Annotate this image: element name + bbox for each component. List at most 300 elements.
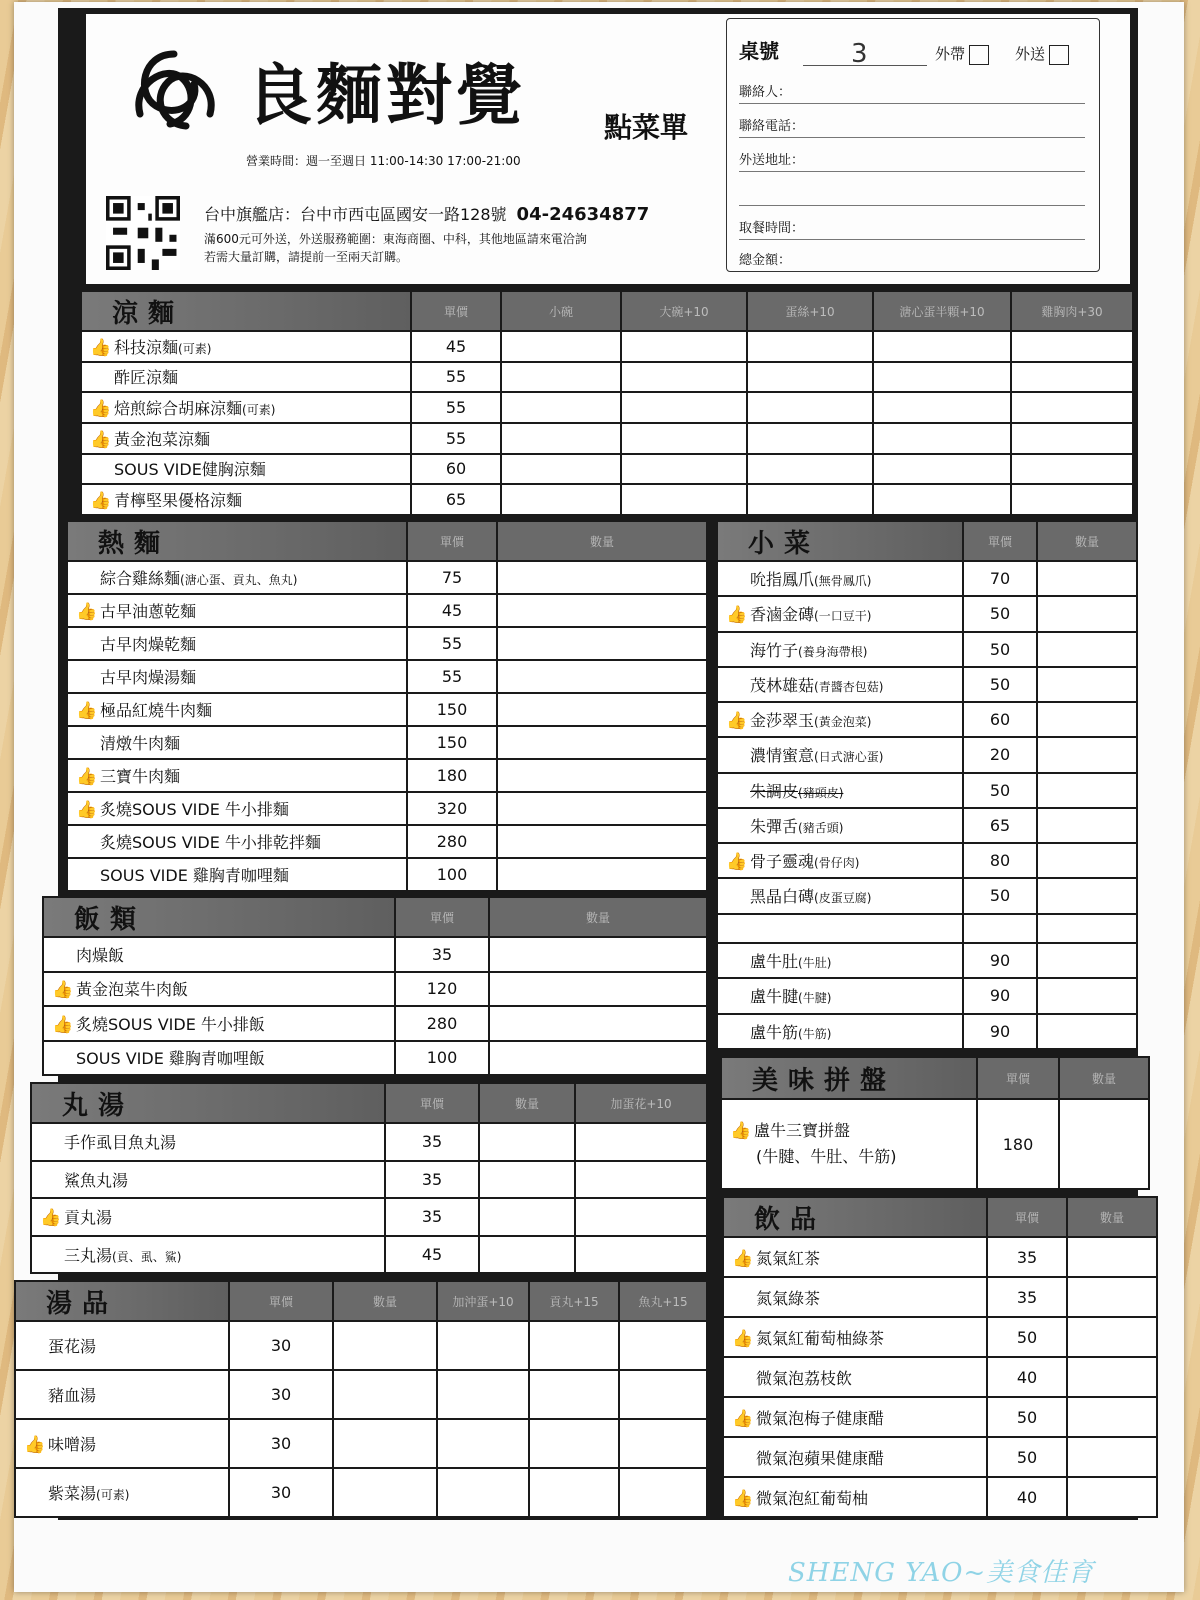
quantity-input-cell[interactable]	[1011, 362, 1133, 393]
soup-col-header: 魚丸+15	[619, 1281, 707, 1321]
thumbs-up-icon: 👍	[730, 1121, 752, 1141]
quantity-input-cell[interactable]	[479, 1236, 575, 1274]
quantity-input-cell[interactable]	[1067, 1237, 1157, 1277]
thumbs-up-icon: 👍	[726, 852, 748, 873]
menu-item-name: 盧牛筋	[750, 1022, 799, 1042]
menu-item-row	[81, 423, 1133, 454]
thumbs-up-icon: 👍	[726, 605, 748, 626]
delivery-option[interactable]: 外送	[1015, 43, 1069, 65]
thumbs-up-icon: 👍	[76, 767, 98, 787]
menu-item-note: (可素)	[178, 341, 212, 356]
quantity-input-cell[interactable]	[575, 1198, 707, 1236]
menu-item-name: 青檸堅果優格涼麵	[114, 491, 243, 511]
quantity-input-cell[interactable]	[747, 362, 873, 393]
menu-item-row	[15, 1370, 707, 1419]
menu-item-note: (日式溏心蛋)	[814, 750, 884, 765]
menu-item-price: 30	[229, 1370, 333, 1419]
quantity-input-cell[interactable]	[1037, 1014, 1137, 1049]
menu-item-price: 50	[963, 773, 1037, 808]
menu-item-name-cell	[717, 561, 963, 596]
quantity-input-cell[interactable]	[575, 1123, 707, 1161]
menu-item-name: 炙燒SOUS VIDE 牛小排乾拌麵	[100, 833, 321, 852]
menu-item-row	[81, 392, 1133, 423]
menu-item-row	[67, 825, 707, 858]
thumbs-up-icon: 👍	[90, 491, 112, 512]
quantity-input-cell[interactable]	[1037, 737, 1137, 772]
quantity-input-cell[interactable]	[437, 1468, 529, 1517]
menu-item-name-cell	[15, 1419, 229, 1468]
quantity-input-cell[interactable]	[873, 484, 1011, 515]
menu-item-note: (貢、虱、鯊)	[112, 1249, 182, 1264]
quantity-input-cell[interactable]	[621, 392, 747, 423]
pickup-time-field[interactable]: 取餐時間：	[739, 217, 1085, 240]
menu-item-name: 香滷金磚	[750, 605, 815, 625]
menu-item-price: 45	[385, 1236, 479, 1274]
menu-item-price: 30	[229, 1321, 333, 1370]
quantity-input-cell[interactable]	[873, 331, 1011, 362]
menu-item-price: 60	[963, 702, 1037, 737]
drinks-col-header: 數量	[1067, 1197, 1157, 1237]
quantity-input-cell[interactable]	[873, 362, 1011, 393]
quantity-input-cell[interactable]	[333, 1370, 437, 1419]
delivery-note: 滿600元可外送，外送服務範圍：東海商圈、中科，其他地區請來電洽詢	[204, 232, 587, 246]
quantity-input-cell[interactable]	[497, 792, 707, 825]
cold-title: 涼麵	[81, 291, 411, 331]
menu-item-price: 35	[987, 1237, 1067, 1277]
menu-item-price: 35	[395, 937, 489, 972]
platter-col-header: 數量	[1059, 1057, 1149, 1099]
quantity-input-cell[interactable]	[497, 759, 707, 792]
menu-item-name-cell	[81, 362, 411, 393]
menu-item-name-cell	[81, 392, 411, 423]
menu-item-price: 50	[963, 667, 1037, 702]
menu-item-row	[717, 561, 1137, 596]
menu-item-price: 280	[395, 1006, 489, 1041]
menu-item-name-cell	[717, 808, 963, 843]
watermark: SHENG YAO~美食佳育	[788, 1558, 1095, 1588]
menu-item-name-cell	[717, 1014, 963, 1049]
menu-item-name-cell	[15, 1321, 229, 1370]
menu-item-note: (骨仔肉)	[814, 856, 860, 871]
menu-item-price: 90	[963, 1014, 1037, 1049]
takeout-option[interactable]: 外帶	[935, 43, 989, 65]
menu-item-price: 180	[407, 759, 497, 792]
quantity-input-cell[interactable]	[1067, 1317, 1157, 1357]
quantity-input-cell[interactable]	[619, 1370, 707, 1419]
quantity-input-cell[interactable]	[1037, 632, 1137, 667]
menu-item-name: 微氣泡荔枝飲	[756, 1368, 853, 1388]
quantity-input-cell[interactable]	[489, 1041, 707, 1076]
menu-item-row	[717, 596, 1137, 631]
quantity-input-cell[interactable]	[497, 825, 707, 858]
quantity-input-cell[interactable]	[1067, 1357, 1157, 1397]
menu-item-price: 150	[407, 693, 497, 726]
cold-table	[80, 290, 1134, 516]
menu-item-row	[717, 943, 1137, 978]
menu-item-name: 黃金泡菜牛肉飯	[76, 980, 189, 1000]
menu-item-row	[723, 1237, 1157, 1277]
quantity-input-cell[interactable]	[1037, 843, 1137, 878]
menu-item-name: 科技涼麵	[114, 337, 179, 357]
menu-item-note: (牛腱)	[798, 991, 832, 1006]
quantity-input-cell[interactable]	[333, 1321, 437, 1370]
menu-item-row	[723, 1437, 1157, 1477]
quantity-input-cell[interactable]	[497, 693, 707, 726]
menu-item-note: (皮蛋豆腐)	[814, 891, 872, 906]
menu-item-row	[717, 773, 1137, 808]
menu-item-price: 40	[987, 1477, 1067, 1517]
menu-item-note: (溏心蛋、貢丸、魚丸)	[180, 573, 298, 587]
quantity-input-cell[interactable]	[747, 392, 873, 423]
menu-item-price: 50	[987, 1317, 1067, 1357]
menu-item-price: 50	[963, 878, 1037, 913]
menu-item-price: 100	[395, 1041, 489, 1076]
thumbs-up-icon: 👍	[732, 1248, 754, 1269]
platter-title: 美味拼盤	[721, 1057, 977, 1099]
quantity-input-cell[interactable]	[333, 1419, 437, 1468]
rice-table	[42, 896, 708, 1076]
quantity-input-cell[interactable]	[489, 972, 707, 1007]
menu-item-row	[81, 331, 1133, 362]
menu-item-name: 微氣泡蘋果健康醋	[756, 1448, 885, 1468]
menu-header	[86, 14, 1130, 284]
business-hours: 營業時間：週一至週日 11:00-14:30 17:00-21:00	[246, 154, 521, 168]
contact-field[interactable]: 聯絡人：	[739, 81, 1085, 104]
menu-item-name-cell	[67, 726, 407, 759]
quantity-input-cell[interactable]	[619, 1468, 707, 1517]
menu-item-row	[721, 1099, 1149, 1189]
thumbs-up-icon: 👍	[732, 1488, 754, 1509]
menu-item-name-cell	[43, 1006, 395, 1041]
menu-item-name-cell	[717, 773, 963, 808]
rice-title: 飯類	[43, 897, 395, 937]
ball-col-header: 加蛋花+10	[575, 1083, 707, 1123]
menu-item-name: 黃金泡菜涼麵	[114, 429, 211, 449]
menu-item-name-cell	[43, 1041, 395, 1076]
menu-item-name-cell	[67, 627, 407, 660]
menu-item-name-cell	[723, 1317, 987, 1357]
quantity-input-cell[interactable]	[873, 392, 1011, 423]
menu-item-price: 90	[963, 978, 1037, 1013]
menu-item-name-cell	[67, 759, 407, 792]
menu-item-price	[963, 914, 1037, 944]
quantity-input-cell[interactable]	[497, 561, 707, 594]
menu-item-name-cell	[31, 1236, 385, 1274]
menu-item-row	[717, 632, 1137, 667]
takeout-checkbox[interactable]	[969, 45, 989, 65]
menu-item-name: 海竹子	[750, 640, 799, 660]
menu-item-name: 味噌湯	[48, 1435, 97, 1454]
menu-item-name-cell	[717, 667, 963, 702]
quantity-input-cell[interactable]	[575, 1236, 707, 1274]
menu-item-row	[15, 1321, 707, 1370]
menu-item-price: 35	[987, 1277, 1067, 1317]
menu-item-row	[43, 937, 707, 972]
menu-item-row	[717, 667, 1137, 702]
menu-item-name-cell	[723, 1237, 987, 1277]
quantity-input-cell[interactable]	[1067, 1397, 1157, 1437]
quantity-input-cell[interactable]	[619, 1321, 707, 1370]
menu-item-name: 氮氣紅葡萄柚綠茶	[756, 1328, 885, 1348]
menu-item-price: 65	[963, 808, 1037, 843]
store-address: 台中旗艦店：台中市西屯區國安一路128號 04-24634877	[204, 204, 650, 225]
menu-item-note: (可素)	[242, 403, 276, 418]
quantity-input-cell[interactable]	[873, 454, 1011, 485]
menu-item-row	[723, 1277, 1157, 1317]
menu-item-price: 35	[385, 1198, 479, 1236]
quantity-input-cell[interactable]	[1037, 596, 1137, 631]
menu-item-price: 55	[411, 362, 501, 393]
menu-item-price: 60	[411, 454, 501, 485]
menu-item-name: 古早肉燥湯麵	[100, 668, 197, 687]
quantity-input-cell[interactable]	[479, 1123, 575, 1161]
menu-item-price: 55	[411, 423, 501, 454]
menu-item-row	[67, 561, 707, 594]
menu-item-name: 綜合雞絲麵	[100, 569, 181, 588]
menu-item-name-cell	[717, 632, 963, 667]
menu-item-price: 150	[407, 726, 497, 759]
cold-col-header: 蛋絲+10	[747, 291, 873, 331]
menu-item-name-cell	[31, 1161, 385, 1199]
quantity-input-cell[interactable]	[497, 858, 707, 891]
quantity-input-cell[interactable]	[1037, 878, 1137, 913]
menu-item-name: 紫菜湯	[48, 1484, 97, 1503]
menu-item-name: 金莎翠玉	[750, 711, 815, 731]
menu-item-name: 朱彈舌	[750, 816, 799, 836]
platter-col-header: 單價	[977, 1057, 1059, 1099]
table-label: 桌號	[739, 39, 779, 63]
menu-item-name-cell	[717, 978, 963, 1013]
menu-item-name-cell	[717, 596, 963, 631]
quantity-input-cell[interactable]	[501, 362, 621, 393]
quantity-input-cell[interactable]	[1067, 1477, 1157, 1517]
quantity-input-cell[interactable]	[621, 454, 747, 485]
menu-item-name: 清燉牛肉麵	[100, 734, 181, 753]
quantity-input-cell[interactable]	[747, 454, 873, 485]
menu-item-name-cell	[67, 858, 407, 891]
menu-item-row	[723, 1397, 1157, 1437]
quantity-input-cell[interactable]	[1037, 702, 1137, 737]
hot-col-header: 數量	[497, 521, 707, 561]
menu-item-row	[31, 1198, 707, 1236]
thumbs-up-icon: 👍	[52, 980, 74, 1001]
hot-col-header: 單價	[407, 521, 497, 561]
menu-item-name-cell	[81, 484, 411, 515]
quantity-input-cell[interactable]	[497, 594, 707, 627]
quantity-input-cell[interactable]	[873, 423, 1011, 454]
menu-item-note: (青醬杏包菇)	[814, 679, 884, 694]
quantity-input-cell[interactable]	[437, 1321, 529, 1370]
quantity-input-cell[interactable]	[575, 1161, 707, 1199]
rice-col-header: 數量	[489, 897, 707, 937]
menu-item-name-cell	[67, 561, 407, 594]
rice-col-header: 單價	[395, 897, 489, 937]
menu-item-note: (養身海帶根)	[798, 644, 868, 659]
quantity-input-cell[interactable]	[1011, 423, 1133, 454]
cold-col-header: 大碗+10	[621, 291, 747, 331]
menu-item-price: 30	[229, 1468, 333, 1517]
menu-item-price: 30	[229, 1419, 333, 1468]
menu-item-name: 朱調皮	[750, 781, 799, 801]
menu-item-name: 微氣泡紅葡萄柚	[756, 1488, 869, 1508]
menu-subtitle: 點菜單	[604, 111, 689, 144]
menu-item-row	[67, 627, 707, 660]
menu-item-price: 90	[963, 943, 1037, 978]
quantity-input-cell[interactable]	[529, 1321, 619, 1370]
menu-item-name: SOUS VIDE 雞胸青咖哩麵	[100, 866, 289, 885]
menu-item-row	[717, 914, 1137, 944]
menu-item-row	[717, 878, 1137, 913]
quantity-input-cell[interactable]	[747, 484, 873, 515]
menu-item-row	[723, 1357, 1157, 1397]
table-number-value[interactable]: 3	[851, 39, 868, 69]
menu-item-name: 微氣泡梅子健康醋	[756, 1408, 885, 1428]
quantity-input-cell[interactable]	[1037, 978, 1137, 1013]
order-info-box	[726, 18, 1100, 272]
menu-item-name: 極品紅燒牛肉麵	[100, 701, 213, 720]
quantity-input-cell[interactable]	[1037, 943, 1137, 978]
drinks-section	[722, 1196, 1156, 1518]
menu-item-name-cell	[717, 914, 963, 944]
delivery-checkbox[interactable]	[1049, 45, 1069, 65]
menu-item-price: 40	[987, 1357, 1067, 1397]
menu-item-name-cell	[67, 825, 407, 858]
quantity-input-cell[interactable]	[1067, 1277, 1157, 1317]
menu-item-name-cell	[67, 594, 407, 627]
quantity-input-cell[interactable]	[619, 1419, 707, 1468]
menu-item-name-cell	[717, 878, 963, 913]
table-number-row	[739, 35, 1085, 69]
address-field[interactable]: 外送地址：	[739, 149, 1085, 172]
menu-item-name: 手作虱目魚丸湯	[64, 1133, 177, 1153]
quantity-input-cell[interactable]	[501, 392, 621, 423]
menu-item-row	[717, 702, 1137, 737]
menu-item-name: 古早肉燥乾麵	[100, 635, 197, 654]
thumbs-up-icon: 👍	[726, 711, 748, 732]
quantity-input-cell[interactable]	[1059, 1099, 1149, 1189]
qr-code-icon[interactable]	[106, 196, 180, 270]
quantity-input-cell[interactable]	[489, 1006, 707, 1041]
quantity-input-cell[interactable]	[529, 1419, 619, 1468]
quantity-input-cell[interactable]	[437, 1370, 529, 1419]
quantity-input-cell[interactable]	[529, 1468, 619, 1517]
menu-item-name-cell	[717, 843, 963, 878]
quantity-input-cell[interactable]	[479, 1198, 575, 1236]
soup-title: 湯品	[15, 1281, 229, 1321]
menu-item-price: 120	[395, 972, 489, 1007]
quantity-input-cell[interactable]	[1011, 331, 1133, 362]
menu-item-name: 焙煎綜合胡麻涼麵	[114, 399, 243, 419]
hot-title: 熱麵	[67, 521, 407, 561]
quantity-input-cell[interactable]	[437, 1419, 529, 1468]
quantity-input-cell[interactable]	[333, 1468, 437, 1517]
menu-item-price: 50	[987, 1437, 1067, 1477]
quantity-input-cell[interactable]	[747, 423, 873, 454]
quantity-input-cell[interactable]	[1037, 667, 1137, 702]
menu-item-name: 盧牛三寶拼盤	[754, 1121, 851, 1140]
ball-col-header: 數量	[479, 1083, 575, 1123]
ball-soup-section	[30, 1082, 706, 1274]
quantity-input-cell[interactable]	[1011, 392, 1133, 423]
quantity-input-cell[interactable]	[497, 627, 707, 660]
menu-item-price: 20	[963, 737, 1037, 772]
menu-item-name-cell	[67, 792, 407, 825]
menu-item-name: 肉燥飯	[76, 945, 125, 965]
menu-item-name-cell	[43, 972, 395, 1007]
quantity-input-cell[interactable]	[747, 331, 873, 362]
menu-item-name: 氮氣綠茶	[756, 1288, 821, 1308]
quantity-input-cell[interactable]	[621, 331, 747, 362]
menu-item-row	[67, 759, 707, 792]
menu-item-price: 80	[963, 843, 1037, 878]
soup-col-header: 數量	[333, 1281, 437, 1321]
side-title: 小菜	[717, 521, 963, 561]
quantity-input-cell[interactable]	[1067, 1437, 1157, 1477]
menu-item-row	[717, 737, 1137, 772]
quantity-input-cell[interactable]	[497, 726, 707, 759]
quantity-input-cell[interactable]	[1037, 561, 1137, 596]
soup-section	[14, 1280, 706, 1518]
quantity-input-cell[interactable]	[489, 937, 707, 972]
menu-item-note: (牛肚)	[798, 956, 832, 971]
menu-item-row	[81, 484, 1133, 515]
hot-noodles-section	[66, 520, 706, 892]
menu-item-name-cell	[723, 1437, 987, 1477]
menu-item-name-cell	[67, 660, 407, 693]
quantity-input-cell[interactable]	[501, 331, 621, 362]
side-dishes-section	[716, 520, 1136, 1050]
quantity-input-cell[interactable]	[479, 1161, 575, 1199]
menu-item-price: 50	[963, 632, 1037, 667]
menu-item-name: 古早油蔥乾麵	[100, 602, 197, 621]
cold-noodles-section	[80, 290, 1132, 516]
cold-col-header: 單價	[411, 291, 501, 331]
menu-item-name: 炙燒SOUS VIDE 牛小排麵	[100, 800, 289, 819]
quantity-input-cell[interactable]	[1037, 773, 1137, 808]
quantity-input-cell[interactable]	[1011, 454, 1133, 485]
menu-item-name: 濃情蜜意	[750, 746, 815, 766]
menu-item-name: 盧牛肚	[750, 952, 799, 972]
menu-item-row	[723, 1317, 1157, 1357]
quantity-input-cell[interactable]	[1037, 914, 1137, 944]
menu-item-price: 35	[385, 1123, 479, 1161]
quantity-input-cell[interactable]	[501, 423, 621, 454]
thumbs-up-icon: 👍	[90, 429, 112, 450]
total-field[interactable]: 總金額：	[739, 253, 792, 268]
contact-phone-field[interactable]: 聯絡電話：	[739, 115, 1085, 138]
quantity-input-cell[interactable]	[621, 362, 747, 393]
quantity-input-cell[interactable]	[501, 454, 621, 485]
quantity-input-cell[interactable]	[529, 1370, 619, 1419]
menu-item-name: 黑晶白磚	[750, 887, 815, 907]
ball-col-header: 單價	[385, 1083, 479, 1123]
quantity-input-cell[interactable]	[1011, 484, 1133, 515]
menu-item-name: 三寶牛肉麵	[100, 767, 181, 786]
menu-item-name: 貢丸湯	[64, 1208, 113, 1228]
menu-item-price: 35	[385, 1161, 479, 1199]
menu-item-price: 75	[407, 561, 497, 594]
menu-item-price: 55	[407, 627, 497, 660]
quantity-input-cell[interactable]	[501, 484, 621, 515]
quantity-input-cell[interactable]	[621, 484, 747, 515]
address-field-extra[interactable]	[739, 183, 1085, 206]
menu-item-price: 100	[407, 858, 497, 891]
menu-item-row	[717, 978, 1137, 1013]
quantity-input-cell[interactable]	[1037, 808, 1137, 843]
quantity-input-cell[interactable]	[621, 423, 747, 454]
quantity-input-cell[interactable]	[497, 660, 707, 693]
menu-item-row	[15, 1468, 707, 1517]
